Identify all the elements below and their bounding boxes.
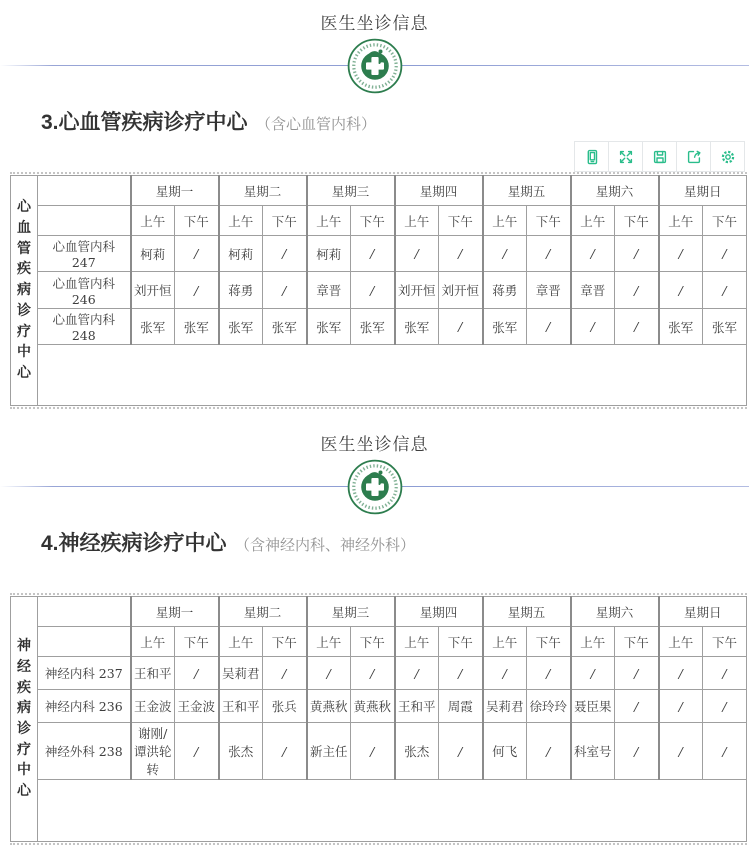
schedule-cell: 张杰 bbox=[219, 723, 263, 780]
schedule-cell: / bbox=[395, 657, 439, 690]
schedule-cell: / bbox=[175, 657, 219, 690]
dept-label: 神经内科 236 bbox=[38, 690, 131, 723]
schedule-cell: 张军 bbox=[703, 309, 747, 345]
schedule-cell: 王和平 bbox=[219, 690, 263, 723]
schedule-cell: 张军 bbox=[219, 309, 263, 345]
day-header: 星期一 bbox=[131, 176, 219, 206]
schedule-cell: 张杰 bbox=[395, 723, 439, 780]
schedule-cell: / bbox=[703, 272, 747, 309]
logo-band bbox=[0, 459, 749, 523]
schedule-cell: 张军 bbox=[659, 309, 703, 345]
ampm-header: 上午 bbox=[395, 206, 439, 236]
schedule-cell: 徐玲玲 bbox=[527, 690, 571, 723]
ampm-header: 下午 bbox=[703, 206, 747, 236]
day-header: 星期三 bbox=[307, 597, 395, 627]
schedule-cell: 刘开恒 bbox=[439, 272, 483, 309]
table-row bbox=[11, 309, 747, 345]
neuro-schedule-table bbox=[10, 593, 747, 845]
schedule-cell: 柯莉 bbox=[131, 236, 175, 272]
day-header: 星期二 bbox=[219, 176, 307, 206]
schedule-cell: / bbox=[659, 690, 703, 723]
ampm-header: 上午 bbox=[219, 206, 263, 236]
schedule-cell: 柯莉 bbox=[219, 236, 263, 272]
empty-cell bbox=[38, 597, 131, 627]
schedule-cell: 谢刚/谭洪轮转 bbox=[131, 723, 175, 780]
schedule-cell: / bbox=[351, 236, 395, 272]
schedule-cell: 章晋 bbox=[307, 272, 351, 309]
ampm-header: 上午 bbox=[131, 206, 175, 236]
day-header: 星期四 bbox=[395, 597, 483, 627]
ampm-header: 下午 bbox=[351, 627, 395, 657]
schedule-cell: 何飞 bbox=[483, 723, 527, 780]
day-header: 星期日 bbox=[659, 176, 747, 206]
schedule-cell: 王金波 bbox=[175, 690, 219, 723]
ampm-header: 上午 bbox=[659, 206, 703, 236]
ampm-header: 下午 bbox=[703, 627, 747, 657]
schedule-cell: 张军 bbox=[351, 309, 395, 345]
schedule-cell: 黄燕秋 bbox=[307, 690, 351, 723]
schedule-cell: / bbox=[439, 309, 483, 345]
schedule-cell: 黄燕秋 bbox=[351, 690, 395, 723]
ampm-header: 下午 bbox=[351, 206, 395, 236]
schedule-cell: / bbox=[571, 236, 615, 272]
schedule-cell: 王金波 bbox=[131, 690, 175, 723]
table-row bbox=[11, 657, 747, 690]
schedule-cell: / bbox=[395, 236, 439, 272]
section-subtitle: （含心血管内科） bbox=[255, 116, 376, 133]
cardio-schedule-table bbox=[10, 172, 747, 409]
section-heading-neuro bbox=[0, 527, 749, 577]
table-row bbox=[11, 272, 747, 309]
schedule-cell: 刘开恒 bbox=[395, 272, 439, 309]
dept-label: 心血管内科 247 bbox=[38, 236, 131, 272]
hospital-logo bbox=[347, 38, 403, 94]
ampm-header: 上午 bbox=[219, 627, 263, 657]
page-title: 医生坐诊信息 bbox=[320, 14, 429, 33]
schedule-cell: / bbox=[175, 236, 219, 272]
ampm-header: 上午 bbox=[395, 627, 439, 657]
ampm-header: 上午 bbox=[307, 206, 351, 236]
empty-cell bbox=[38, 627, 131, 657]
table-row bbox=[11, 236, 747, 272]
day-header: 星期五 bbox=[483, 597, 571, 627]
ampm-header: 下午 bbox=[439, 206, 483, 236]
day-header: 星期二 bbox=[219, 597, 307, 627]
ampm-header: 上午 bbox=[483, 627, 527, 657]
ampm-header: 上午 bbox=[571, 206, 615, 236]
table-toolbar bbox=[574, 141, 745, 172]
schedule-cell: / bbox=[615, 723, 659, 780]
schedule-cell: 张军 bbox=[483, 309, 527, 345]
schedule-cell: / bbox=[175, 723, 219, 780]
filler-cell bbox=[38, 780, 747, 842]
schedule-cell: / bbox=[615, 236, 659, 272]
schedule-cell: / bbox=[439, 657, 483, 690]
table-row bbox=[11, 723, 747, 780]
schedule-cell: / bbox=[351, 723, 395, 780]
ampm-header: 上午 bbox=[131, 627, 175, 657]
center-name-vertical: 神经疾病诊疗中心 bbox=[11, 597, 38, 842]
schedule-cell: 聂臣果 bbox=[571, 690, 615, 723]
day-header: 星期四 bbox=[395, 176, 483, 206]
schedule-cell: / bbox=[703, 723, 747, 780]
schedule-cell: 蒋勇 bbox=[219, 272, 263, 309]
share-icon[interactable] bbox=[676, 142, 710, 171]
ampm-header: 下午 bbox=[527, 206, 571, 236]
schedule-cell: / bbox=[659, 723, 703, 780]
schedule-cell: 新主任 bbox=[307, 723, 351, 780]
empty-cell bbox=[38, 206, 131, 236]
schedule-cell: / bbox=[527, 657, 571, 690]
section-heading-cardio bbox=[0, 106, 749, 156]
schedule-cell: 张军 bbox=[131, 309, 175, 345]
schedule-cell: / bbox=[351, 657, 395, 690]
dept-label: 神经内科 237 bbox=[38, 657, 131, 690]
schedule-cell: 张军 bbox=[175, 309, 219, 345]
logo-band bbox=[0, 38, 749, 102]
schedule-cell: / bbox=[175, 272, 219, 309]
schedule-cell: / bbox=[571, 657, 615, 690]
schedule-cell: / bbox=[703, 690, 747, 723]
schedule-cell: / bbox=[659, 236, 703, 272]
dept-label: 心血管内科 248 bbox=[38, 309, 131, 345]
ampm-header: 下午 bbox=[175, 627, 219, 657]
dept-label: 神经外科 238 bbox=[38, 723, 131, 780]
schedule-cell: / bbox=[263, 236, 307, 272]
schedule-cell: / bbox=[527, 309, 571, 345]
day-header: 星期六 bbox=[571, 176, 659, 206]
fullscreen-icon[interactable] bbox=[608, 142, 642, 171]
schedule-cell: 张军 bbox=[307, 309, 351, 345]
schedule-cell: / bbox=[527, 236, 571, 272]
ampm-header: 下午 bbox=[615, 627, 659, 657]
section-title: 3.心血管疾病诊疗中心 bbox=[41, 111, 248, 134]
schedule-cell: 章晋 bbox=[527, 272, 571, 309]
day-header: 星期一 bbox=[131, 597, 219, 627]
ampm-header: 上午 bbox=[307, 627, 351, 657]
schedule-cell: 王和平 bbox=[395, 690, 439, 723]
day-header: 星期日 bbox=[659, 597, 747, 627]
day-header: 星期六 bbox=[571, 597, 659, 627]
schedule-cell: 吴莉君 bbox=[219, 657, 263, 690]
ampm-header: 下午 bbox=[439, 627, 483, 657]
schedule-cell: 张军 bbox=[395, 309, 439, 345]
schedule-cell: / bbox=[615, 690, 659, 723]
schedule-cell: / bbox=[439, 236, 483, 272]
hospital-logo bbox=[347, 459, 403, 515]
schedule-cell: 周霞 bbox=[439, 690, 483, 723]
schedule-cell: 科室号 bbox=[571, 723, 615, 780]
schedule-cell: / bbox=[615, 272, 659, 309]
ampm-header: 上午 bbox=[571, 627, 615, 657]
schedule-cell: / bbox=[263, 723, 307, 780]
page-title: 医生坐诊信息 bbox=[320, 435, 429, 454]
schedule-cell: / bbox=[703, 236, 747, 272]
day-header: 星期三 bbox=[307, 176, 395, 206]
schedule-cell: / bbox=[571, 309, 615, 345]
dept-label: 心血管内科 246 bbox=[38, 272, 131, 309]
ampm-header: 上午 bbox=[483, 206, 527, 236]
ampm-header: 下午 bbox=[615, 206, 659, 236]
ampm-header: 下午 bbox=[527, 627, 571, 657]
schedule-cell: 张兵 bbox=[263, 690, 307, 723]
table-row bbox=[11, 690, 747, 723]
schedule-cell: / bbox=[483, 657, 527, 690]
center-name-vertical: 心血管疾病诊疗中心 bbox=[11, 176, 38, 406]
section-subtitle: （含神经内科、神经外科） bbox=[234, 537, 415, 554]
schedule-cell: 柯莉 bbox=[307, 236, 351, 272]
schedule-cell: / bbox=[659, 272, 703, 309]
schedule-cell: / bbox=[527, 723, 571, 780]
filler-cell bbox=[38, 345, 747, 406]
schedule-cell: 吴莉君 bbox=[483, 690, 527, 723]
section-title: 4.神经疾病诊疗中心 bbox=[41, 532, 227, 555]
schedule-cell: / bbox=[307, 657, 351, 690]
schedule-cell: 刘开恒 bbox=[131, 272, 175, 309]
settings-icon[interactable] bbox=[710, 142, 744, 171]
schedule-cell: 蒋勇 bbox=[483, 272, 527, 309]
schedule-cell: 张军 bbox=[263, 309, 307, 345]
save-icon[interactable] bbox=[642, 142, 676, 171]
day-header: 星期五 bbox=[483, 176, 571, 206]
schedule-cell: / bbox=[439, 723, 483, 780]
schedule-cell: 王和平 bbox=[131, 657, 175, 690]
ampm-header: 下午 bbox=[263, 627, 307, 657]
schedule-cell: / bbox=[263, 657, 307, 690]
schedule-cell: / bbox=[703, 657, 747, 690]
schedule-cell: / bbox=[483, 236, 527, 272]
schedule-cell: / bbox=[659, 657, 703, 690]
ampm-header: 下午 bbox=[175, 206, 219, 236]
empty-cell bbox=[38, 176, 131, 206]
schedule-cell: / bbox=[263, 272, 307, 309]
schedule-cell: / bbox=[615, 309, 659, 345]
ampm-header: 上午 bbox=[659, 627, 703, 657]
schedule-cell: 章晋 bbox=[571, 272, 615, 309]
mobile-icon[interactable] bbox=[575, 142, 608, 171]
schedule-cell: / bbox=[615, 657, 659, 690]
schedule-cell: / bbox=[351, 272, 395, 309]
ampm-header: 下午 bbox=[263, 206, 307, 236]
